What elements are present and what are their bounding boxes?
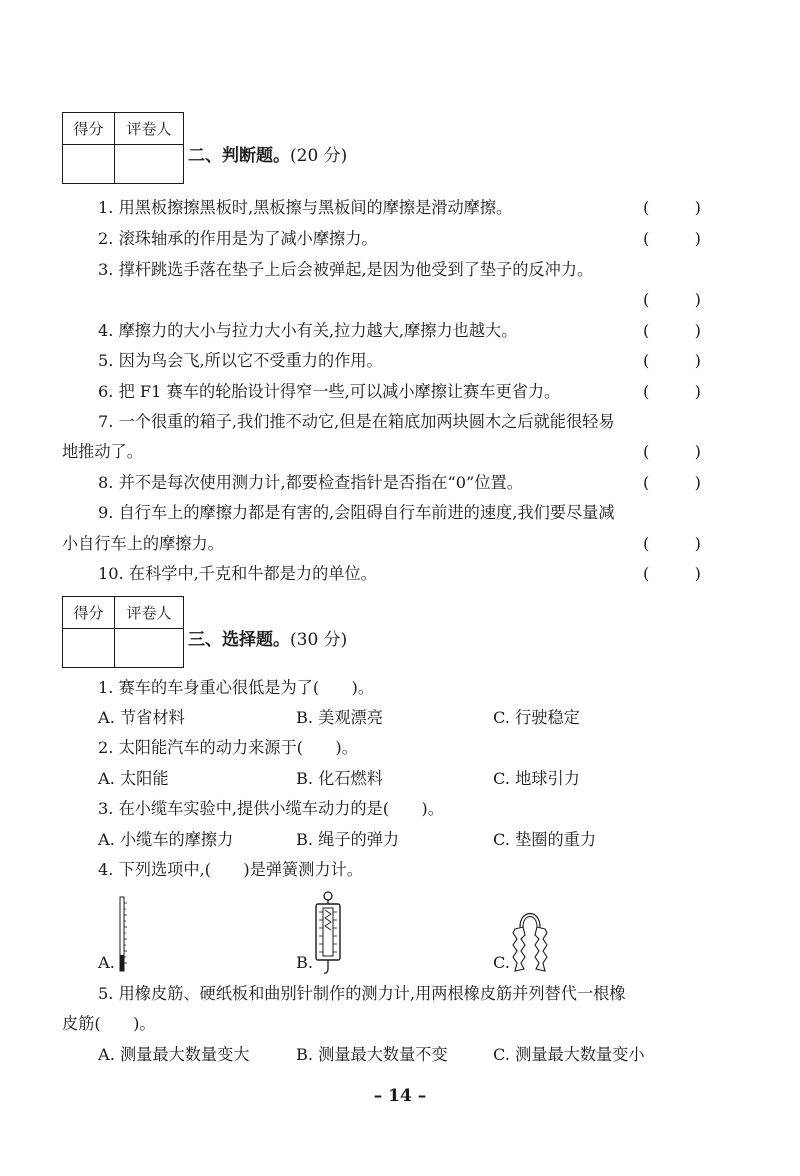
choice-q1: 1. 赛车的车身重心很低是为了( )。 [98,678,375,697]
score-cell[interactable] [63,629,115,667]
answer-paren-9[interactable]: ( ) [643,534,701,553]
q4-option-c[interactable]: C. [493,953,510,972]
choice-q4: 4. 下列选项中,( )是弹簧测力计。 [98,860,363,879]
grader-label: 评卷人 [115,597,183,629]
grader-cell[interactable] [115,629,183,667]
answer-paren-4[interactable]: ( ) [643,321,701,340]
grader-cell[interactable] [115,145,183,183]
hand-grip-picture [510,905,550,973]
q5-option-c[interactable]: C. 测量最大数量变小 [493,1045,645,1064]
stick-gauge-picture [114,895,130,975]
judge-item-8: 8. 并不是每次使用测力计,都要检查指针是否指在“0”位置。 [98,473,523,492]
judge-item-9-cont: 小自行车上的摩擦力。 [62,534,224,553]
score-table-section2 [62,112,184,184]
score-table-section3 [62,596,184,668]
page-number: – 14 – [373,1086,427,1106]
q3-option-c[interactable]: C. 垫圈的重力 [493,830,597,849]
q3-option-b[interactable]: B. 绳子的弹力 [296,830,400,849]
judge-item-3: 3. 撑杆跳选手落在垫子上后会被弹起,是因为他受到了垫子的反冲力。 [98,260,594,279]
answer-paren-10[interactable]: ( ) [643,564,701,583]
answer-paren-8[interactable]: ( ) [643,473,701,492]
section2-title: 二、判断题。(20 分) [188,146,348,166]
choice-q5: 5. 用橡皮筋、硬纸板和曲别针制作的测力计,用两根橡皮筋并列替代一根橡 [98,984,626,1003]
judge-item-4: 4. 摩擦力的大小与拉力大小有关,拉力越大,摩擦力也越大。 [98,321,518,340]
choice-q5-cont: 皮筋( )。 [62,1014,156,1033]
choice-q3: 3. 在小缆车实验中,提供小缆车动力的是( )。 [98,799,444,818]
judge-item-6: 6. 把 F1 赛车的轮胎设计得窄一些,可以减小摩擦让赛车更省力。 [98,382,561,401]
judge-item-10: 10. 在科学中,千克和牛都是力的单位。 [98,564,377,583]
score-cell[interactable] [63,145,115,183]
judge-item-7: 7. 一个很重的箱子,我们推不动它,但是在箱底加两块圆木之后就能很轻易 [98,412,615,431]
judge-item-9: 9. 自行车上的摩擦力都是有害的,会阻碍自行车前进的速度,我们要尽量减 [98,503,615,522]
q2-option-c[interactable]: C. 地球引力 [493,769,580,788]
judge-item-5: 5. 因为鸟会飞,所以它不受重力的作用。 [98,351,383,370]
choice-q2: 2. 太阳能汽车的动力来源于( )。 [98,738,358,757]
q3-option-a[interactable]: A. 小缆车的摩擦力 [98,830,234,849]
q4-option-a[interactable]: A. [98,953,115,972]
q1-option-b[interactable]: B. 美观漂亮 [296,708,383,727]
answer-paren-7[interactable]: ( ) [643,442,701,461]
judge-item-7-cont: 地推动了。 [62,442,143,461]
q2-option-b[interactable]: B. 化石燃料 [296,769,383,788]
q1-option-a[interactable]: A. 节省材料 [98,708,185,727]
grader-label: 评卷人 [115,113,183,145]
q4-option-b[interactable]: B. [296,953,314,972]
q5-option-a[interactable]: A. 测量最大数量变大 [98,1045,250,1064]
judge-item-2: 2. 滚珠轴承的作用是为了减小摩擦力。 [98,229,378,248]
spring-scale-picture [310,890,346,976]
answer-paren-2[interactable]: ( ) [643,229,701,248]
judge-item-1: 1. 用黑板擦擦黑板时,黑板擦与黑板间的摩擦是滑动摩擦。 [98,198,513,217]
answer-paren-1[interactable]: ( ) [643,198,701,217]
answer-paren-3[interactable]: ( ) [643,290,701,309]
q5-option-b[interactable]: B. 测量最大数量不变 [296,1045,448,1064]
score-label: 得分 [63,597,115,629]
answer-paren-6[interactable]: ( ) [643,382,701,401]
answer-paren-5[interactable]: ( ) [643,351,701,370]
score-label: 得分 [63,113,115,145]
q2-option-a[interactable]: A. 太阳能 [98,769,169,788]
section3-title: 三、选择题。(30 分) [188,630,348,650]
q1-option-c[interactable]: C. 行驶稳定 [493,708,580,727]
